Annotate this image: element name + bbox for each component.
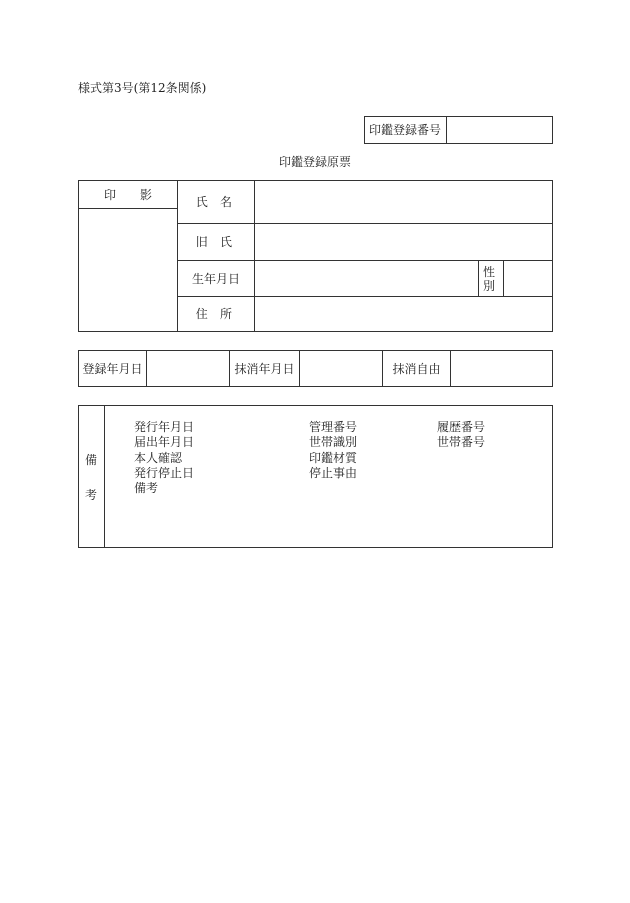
page-title: 印鑑登録原票: [278, 155, 351, 169]
remarks-column-2: [309, 420, 357, 481]
cancellation-date-field[interactable]: [300, 351, 382, 386]
former-surname-field[interactable]: [255, 224, 552, 260]
list-item: 履歴番号: [437, 420, 486, 434]
divider: [478, 261, 479, 296]
main-table: [78, 180, 553, 332]
registration-date-label: 登録年月日: [82, 361, 143, 376]
list-item: 発行年月日: [134, 420, 195, 434]
list-item: 本人確認: [134, 450, 183, 465]
remarks-label-1: 備: [85, 453, 98, 467]
address-field[interactable]: [255, 297, 552, 331]
list-item: 備考: [134, 481, 159, 496]
name-field[interactable]: [255, 181, 552, 223]
seal-impression-label: 印 影: [103, 187, 152, 202]
list-item: 世帯識別: [309, 435, 358, 450]
remarks-label-2: 考: [85, 488, 98, 502]
list-item: 停止事由: [309, 465, 358, 480]
address-label: 住 所: [195, 307, 237, 321]
remarks-table: [78, 405, 553, 548]
name-label: 氏 名: [195, 195, 237, 209]
gender-field[interactable]: [504, 261, 552, 296]
list-item: 世帯番号: [437, 435, 486, 450]
list-item: 印鑑材質: [309, 450, 358, 465]
divider: [104, 406, 105, 547]
registration-number-field[interactable]: [447, 117, 551, 143]
former-surname-label: 旧 氏: [195, 235, 237, 249]
date-row-table: [78, 350, 553, 387]
cancellation-date-label: 抹消年月日: [234, 361, 295, 376]
list-item: 管理番号: [309, 420, 358, 434]
remarks-column-1: [134, 420, 194, 496]
birth-date-field[interactable]: [255, 261, 478, 296]
gender-label-1: 性: [483, 265, 496, 279]
list-item: 届出年月日: [134, 435, 195, 450]
cancellation-reason-label: 抹消自由: [392, 361, 441, 376]
remarks-column-3: [437, 420, 485, 451]
cancellation-reason-field[interactable]: [451, 351, 552, 386]
birth-date-label: 生年月日: [191, 271, 240, 286]
registration-date-field[interactable]: [147, 351, 229, 386]
gender-label-2: 別: [483, 279, 496, 293]
form-number-label: 様式第3号(第12条関係): [78, 81, 207, 95]
list-item: 発行停止日: [134, 465, 195, 480]
registration-number-label: 印鑑登録番号: [368, 123, 441, 137]
seal-impression-area[interactable]: [79, 209, 177, 331]
registration-number-box: [364, 116, 553, 144]
